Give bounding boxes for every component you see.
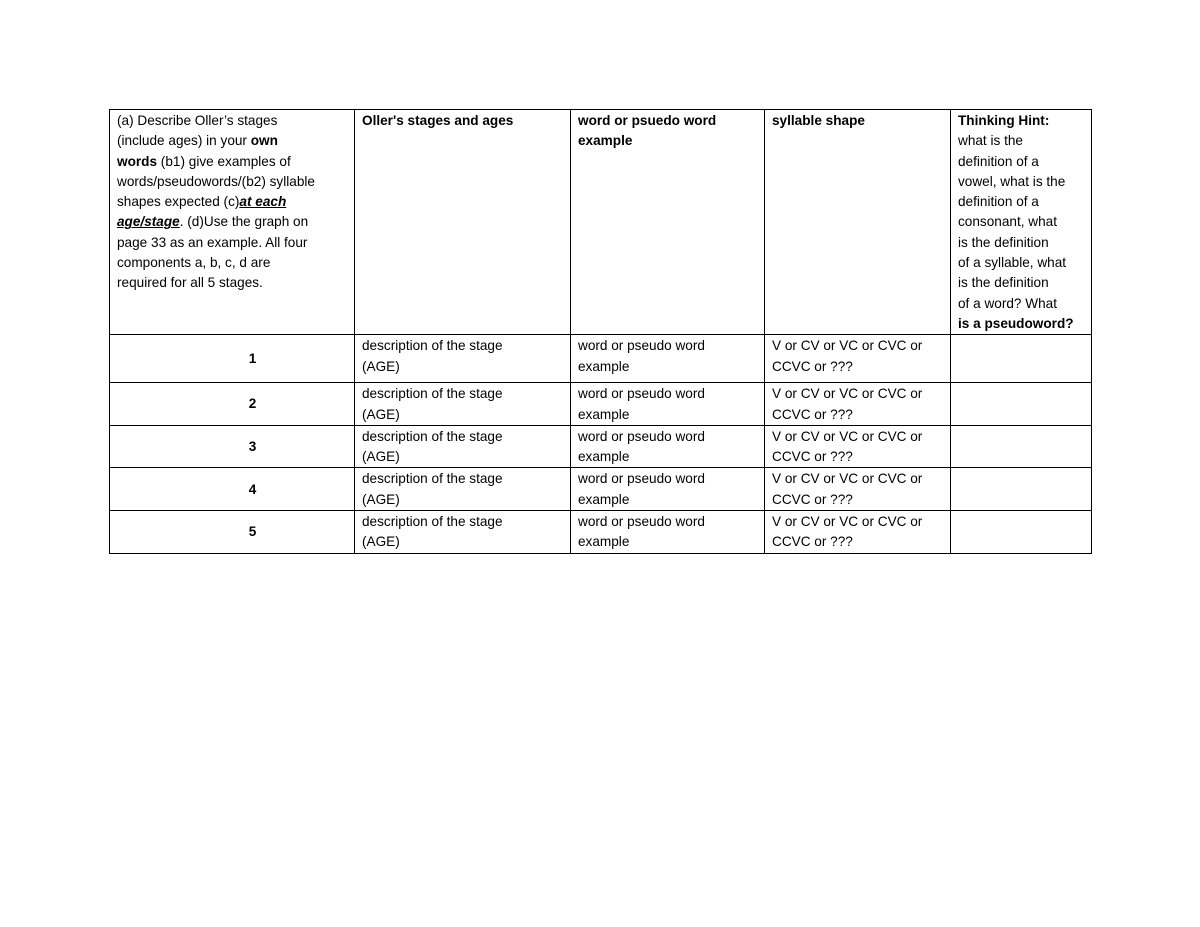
instructions-line: age/stage. (d)Use the graph on (117, 214, 309, 230)
hint-line: is the definition (958, 275, 1049, 291)
hint-empty-cell (951, 425, 1092, 468)
hint-empty-cell (951, 335, 1092, 383)
stage-number: 3 (110, 425, 355, 468)
thinking-hint-title: Thinking Hint: (958, 113, 1050, 128)
instructions-line: (include ages) in your own (117, 133, 278, 149)
stage-description-cell: description of the stage (AGE) (355, 511, 571, 554)
word-example-cell: word or pseudo word example (571, 511, 765, 554)
hint-line: is the definition (958, 234, 1049, 250)
instructions-line: words (b1) give examples of (117, 153, 291, 169)
hint-line: consonant, what (958, 214, 1057, 230)
stage-number: 5 (110, 511, 355, 554)
instructions-cell (110, 110, 355, 335)
hint-line: definition of a (958, 153, 1039, 169)
hint-line: definition of a (958, 194, 1039, 210)
thinking-hint-cell (951, 110, 1092, 335)
word-example-cell: word or pseudo word example (571, 383, 765, 426)
oller-stages-table (109, 109, 1092, 554)
stage-number: 2 (110, 383, 355, 426)
hint-empty-cell (951, 383, 1092, 426)
stage-number: 1 (110, 335, 355, 383)
word-example-cell: word or pseudo word example (571, 468, 765, 511)
instructions-line: required for all 5 stages. (117, 275, 263, 291)
stage-row (110, 511, 1092, 554)
instructions-line: shapes expected (c)at each (117, 194, 287, 210)
header-stages-ages: Oller's stages and ages (355, 110, 571, 335)
hint-empty-cell (951, 468, 1092, 511)
hint-line: vowel, what is the (958, 173, 1066, 189)
header-syllable-shape: syllable shape (765, 110, 951, 335)
stage-description-cell: description of the stage (AGE) (355, 383, 571, 426)
stage-row (110, 335, 1092, 383)
stage-row (110, 425, 1092, 468)
stage-description-cell: description of the stage (AGE) (355, 335, 571, 383)
syllable-shape-cell: V or CV or VC or CVC or CCVC or ??? (765, 511, 951, 554)
word-example-cell: word or pseudo word example (571, 425, 765, 468)
syllable-shape-cell: V or CV or VC or CVC or CCVC or ??? (765, 335, 951, 383)
stage-row (110, 468, 1092, 511)
syllable-shape-cell: V or CV or VC or CVC or CCVC or ??? (765, 383, 951, 426)
instructions-line: words/pseudowords/(b2) syllable (117, 173, 315, 189)
word-example-cell: word or pseudo word example (571, 335, 765, 383)
stage-description-cell: description of the stage (AGE) (355, 425, 571, 468)
syllable-shape-cell: V or CV or VC or CVC or CCVC or ??? (765, 468, 951, 511)
header-word-example: word or psuedo word example (571, 110, 765, 335)
hint-line: what is the (958, 133, 1023, 149)
instructions-line: page 33 as an example. All four (117, 234, 308, 250)
hint-line: of a syllable, what (958, 255, 1067, 271)
header-row (110, 110, 1092, 335)
hint-line: is a pseudoword? (958, 315, 1074, 331)
instructions-line: components a, b, c, d are (117, 255, 271, 271)
hint-line: of a word? What (958, 295, 1057, 311)
instructions-line: (a) Describe Oller’s stages (117, 113, 278, 128)
stage-description-cell: description of the stage (AGE) (355, 468, 571, 511)
stage-row (110, 383, 1092, 426)
stage-number: 4 (110, 468, 355, 511)
syllable-shape-cell: V or CV or VC or CVC or CCVC or ??? (765, 425, 951, 468)
hint-empty-cell (951, 511, 1092, 554)
